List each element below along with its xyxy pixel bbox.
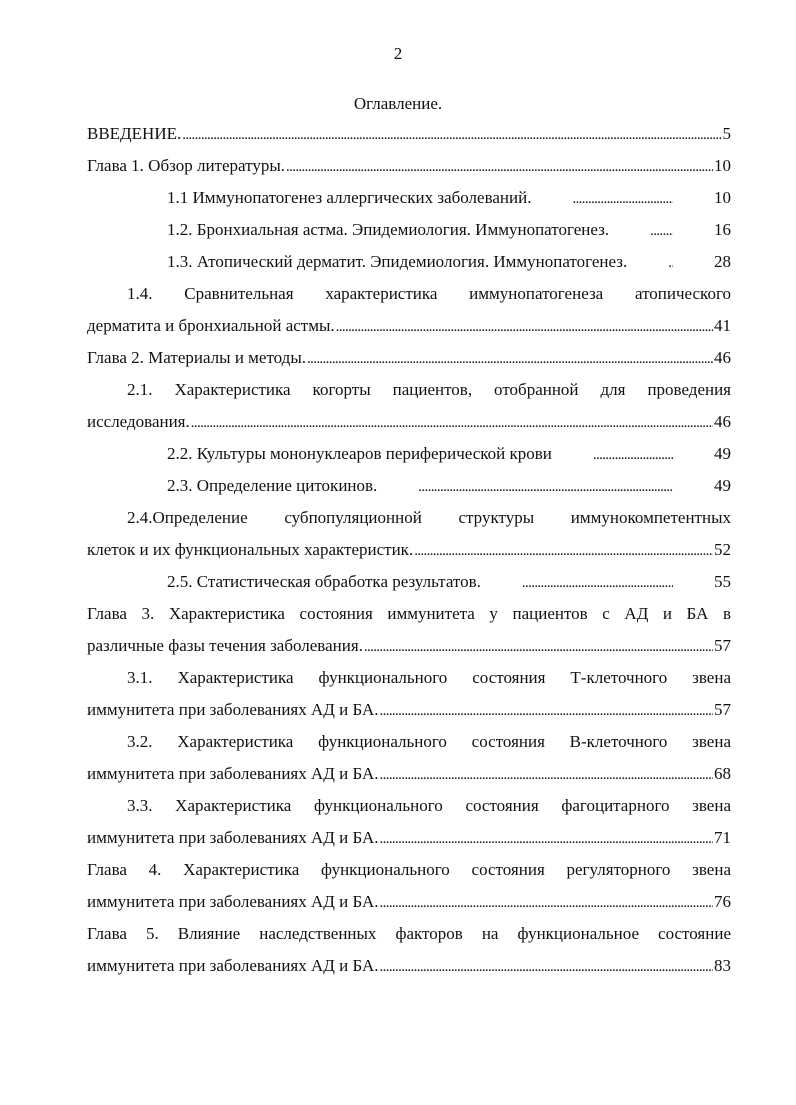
- toc-entry-1-4[interactable]: [87, 315, 731, 338]
- toc-entry-chapter-5-line1[interactable]: Глава 5. Влияние наследственных факторов на функциональное состояние: [87, 924, 731, 943]
- toc-entry-page: 10: [714, 188, 731, 207]
- dot-leader: [380, 699, 713, 722]
- toc-entry-page: 10: [714, 156, 731, 175]
- toc-entry-2-4-line1[interactable]: 2.4.Определение субпопуляционной структуры иммунокомпетентных: [127, 508, 731, 527]
- toc-entry-page: 71: [714, 828, 731, 847]
- toc-entry-1-2[interactable]: [87, 219, 731, 242]
- toc-entry-text: 1.1 Иммунопатогенез аллергических заболеваний.: [167, 188, 532, 207]
- toc-entry-1-1[interactable]: [87, 187, 731, 210]
- toc-entry-page: 76: [714, 892, 731, 911]
- toc-entry-chapter-4-line1[interactable]: Глава 4. Характеристика функционального состояния регуляторного звена: [87, 860, 731, 879]
- toc-entry-text: 2.3. Определение цитокинов.: [167, 476, 378, 495]
- toc-entry-page: 55: [714, 572, 731, 591]
- toc-entry-1-3[interactable]: [87, 251, 731, 274]
- dot-leader: [380, 827, 713, 850]
- dot-leader: [378, 475, 673, 498]
- toc-entry-text: 1.3. Атопический дерматит. Эпидемиология. Иммунопатогенез.: [167, 252, 628, 271]
- toc-entry-text: иммунитета при заболеваниях АД и БА.: [87, 828, 379, 847]
- toc-entry-text: 1.2. Бронхиальная астма. Эпидемиология. Иммунопатогенез.: [167, 220, 610, 239]
- dot-leader: [380, 763, 713, 786]
- toc-entry-text: иммунитета при заболеваниях АД и БА.: [87, 892, 379, 911]
- dot-leader: [553, 443, 673, 466]
- toc-entry-text: 2.5. Статистическая обработка результатов.: [167, 572, 481, 591]
- toc-entry-text: иммунитета при заболеваниях АД и БА.: [87, 764, 379, 783]
- dot-leader: [628, 251, 673, 274]
- toc-entry-text: различные фазы течения заболевания.: [87, 636, 363, 655]
- toc-title: Оглавление.: [353, 94, 443, 113]
- toc-entry-2-2[interactable]: [87, 443, 731, 466]
- toc-entry-3-1[interactable]: [87, 699, 731, 722]
- toc-entry-page: 68: [714, 764, 731, 783]
- dot-leader: [414, 539, 713, 562]
- toc-entry-chapter-3-line1[interactable]: Глава 3. Характеристика состояния иммунитета у пациентов с АД и БА в: [87, 604, 731, 623]
- dot-leader: [307, 347, 713, 370]
- toc-entry-text: ВВЕДЕНИЕ.: [87, 124, 182, 143]
- toc-entry-2-1-line1[interactable]: 2.1. Характеристика когорты пациентов, отобранной для проведения: [127, 380, 731, 399]
- toc-entry-page: 5: [722, 124, 731, 143]
- page-number: 2: [393, 44, 403, 63]
- toc-entry-page: 41: [714, 316, 731, 335]
- toc-entry-3-2[interactable]: [87, 763, 731, 786]
- dot-leader: [191, 411, 713, 434]
- toc-entry-3-3[interactable]: [87, 827, 731, 850]
- dot-leader: [482, 571, 673, 594]
- toc-entry-1-4-line1[interactable]: 1.4. Сравнительная характеристика иммунопатогенеза атопического: [127, 284, 731, 303]
- toc-entry-2-1[interactable]: [87, 411, 731, 434]
- toc-entry-page: 57: [714, 636, 731, 655]
- dot-leader: [182, 123, 721, 146]
- toc-entry-chapter-5[interactable]: [87, 955, 731, 978]
- toc-entry-3-2-line1[interactable]: 3.2. Характеристика функционального состояния В-клеточного звена: [127, 732, 731, 751]
- toc-entry-3-3-line1[interactable]: 3.3. Характеристика функционального состояния фагоцитарного звена: [127, 796, 731, 815]
- toc-entry-page: 16: [714, 220, 731, 239]
- toc-entry-text: иммунитета при заболеваниях АД и БА.: [87, 956, 379, 975]
- dot-leader: [286, 155, 713, 178]
- toc-entry-2-4[interactable]: [87, 539, 731, 562]
- toc-entry-introduction[interactable]: [87, 123, 731, 146]
- dot-leader: [336, 315, 713, 338]
- dot-leader: [610, 219, 673, 242]
- dot-leader: [364, 635, 713, 658]
- toc-entry-text: 2.2. Культуры мононуклеаров периферической крови: [167, 444, 552, 463]
- toc-entry-text: дерматита и бронхиальной астмы.: [87, 316, 335, 335]
- dot-leader: [532, 187, 673, 210]
- toc-entry-page: 28: [714, 252, 731, 271]
- toc-entry-text: исследования.: [87, 412, 190, 431]
- toc-entry-3-1-line1[interactable]: 3.1. Характеристика функционального состояния Т-клеточного звена: [127, 668, 731, 687]
- toc-entry-text: клеток и их функциональных характеристик.: [87, 540, 414, 559]
- toc-entry-page: 49: [714, 444, 731, 463]
- toc-entry-text: Глава 2. Материалы и методы.: [87, 348, 307, 367]
- toc-entry-2-3[interactable]: [87, 475, 731, 498]
- toc-entry-text: Глава 1. Обзор литературы.: [87, 156, 286, 175]
- toc-entry-chapter-2[interactable]: [87, 347, 731, 370]
- toc-entry-chapter-4[interactable]: [87, 891, 731, 914]
- dot-leader: [380, 891, 713, 914]
- toc-entry-text: иммунитета при заболеваниях АД и БА.: [87, 700, 379, 719]
- toc-entry-page: 46: [714, 348, 731, 367]
- toc-entry-chapter-3[interactable]: [87, 635, 731, 658]
- toc-entry-page: 49: [714, 476, 731, 495]
- toc-entry-page: 83: [714, 956, 731, 975]
- toc-entry-2-5[interactable]: [87, 571, 731, 594]
- toc-entry-chapter-1[interactable]: [87, 155, 731, 178]
- toc-entry-page: 57: [714, 700, 731, 719]
- dot-leader: [380, 955, 713, 978]
- toc-entry-page: 52: [714, 540, 731, 559]
- toc-entry-page: 46: [714, 412, 731, 431]
